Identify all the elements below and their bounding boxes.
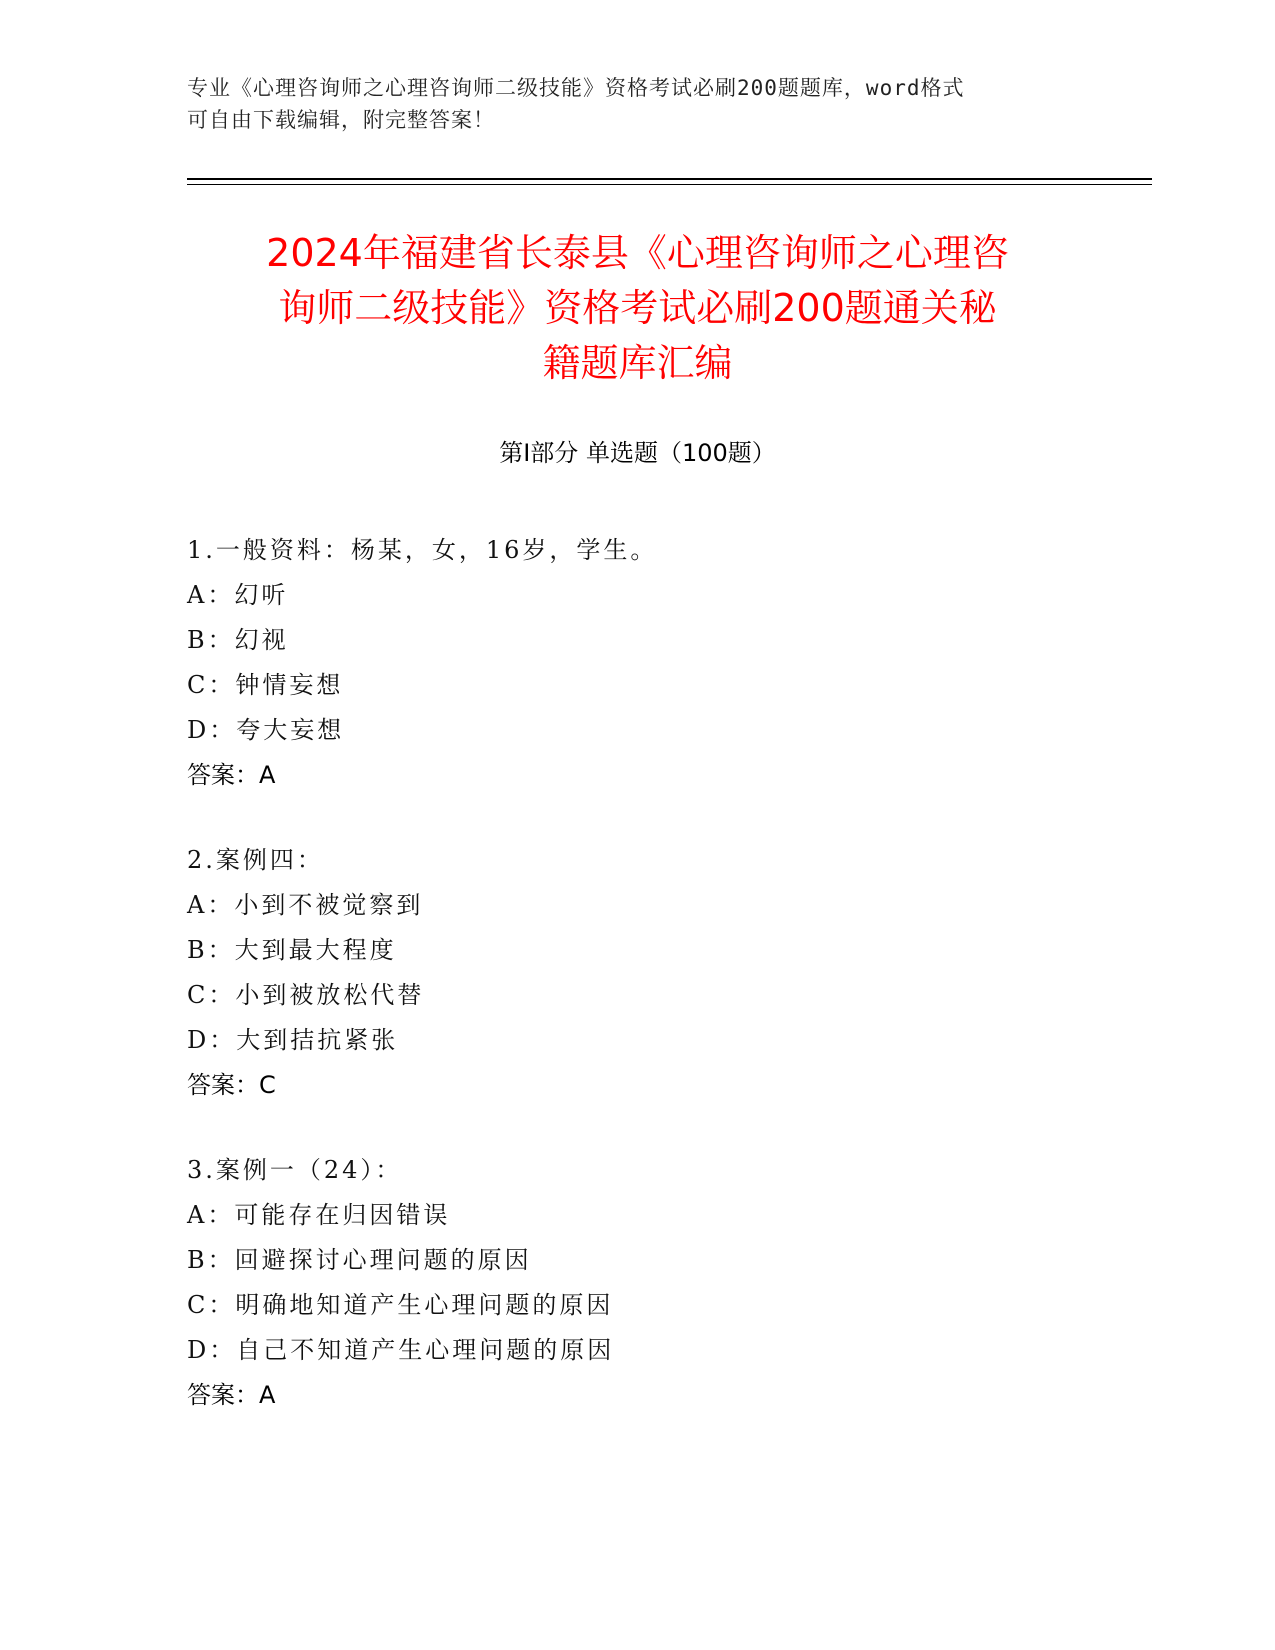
question-item-1 xyxy=(187,528,1087,798)
document-title-line-3: 籍题库汇编 xyxy=(542,341,733,385)
question-item-3 xyxy=(187,1148,1087,1418)
question-answer: 答案：A xyxy=(187,761,276,789)
header-divider-thin xyxy=(187,184,1152,185)
question-option-a: A：可能存在归因错误 xyxy=(187,1201,451,1229)
question-stem: 3.案例一（24）： xyxy=(187,1156,403,1184)
question-option-a: A：幻听 xyxy=(187,581,289,609)
question-option-b: B：幻视 xyxy=(187,626,289,654)
header-note xyxy=(187,72,1087,136)
question-option-c: C：小到被放松代替 xyxy=(187,981,425,1009)
header-note-line-1: 专业《心理咨询师之心理咨询师二级技能》资格考试必刷200题题库，word格式 xyxy=(187,76,965,100)
document-title-line-2: 询师二级技能》资格考试必刷200题通关秘 xyxy=(278,286,997,330)
question-stem: 1.一般资料：杨某，女，16岁，学生。 xyxy=(187,536,658,564)
question-option-d: D：夸大妄想 xyxy=(187,716,345,744)
question-answer: 答案：C xyxy=(187,1071,276,1099)
question-option-b: B：回避探讨心理问题的原因 xyxy=(187,1246,532,1274)
question-option-b: B：大到最大程度 xyxy=(187,936,397,964)
section-heading: 第Ⅰ部分 单选题（100题） xyxy=(499,439,776,467)
document-title-line-1: 2024年福建省长泰县《心理咨询师之心理咨 xyxy=(266,231,1009,275)
question-option-d: D：自己不知道产生心理问题的原因 xyxy=(187,1336,615,1364)
question-answer: 答案：A xyxy=(187,1381,276,1409)
document-title xyxy=(160,226,1115,391)
question-option-a: A：小到不被觉察到 xyxy=(187,891,424,919)
question-item-2 xyxy=(187,838,1087,1108)
question-option-d: D：大到拮抗紧张 xyxy=(187,1026,399,1054)
question-option-c: C：明确地知道产生心理问题的原因 xyxy=(187,1291,614,1319)
question-stem: 2.案例四： xyxy=(187,846,324,874)
question-option-c: C：钟情妄想 xyxy=(187,671,344,699)
header-divider-thick xyxy=(187,178,1152,180)
header-note-line-2: 可自由下载编辑，附完整答案！ xyxy=(187,108,495,132)
question-list xyxy=(187,528,1087,1458)
